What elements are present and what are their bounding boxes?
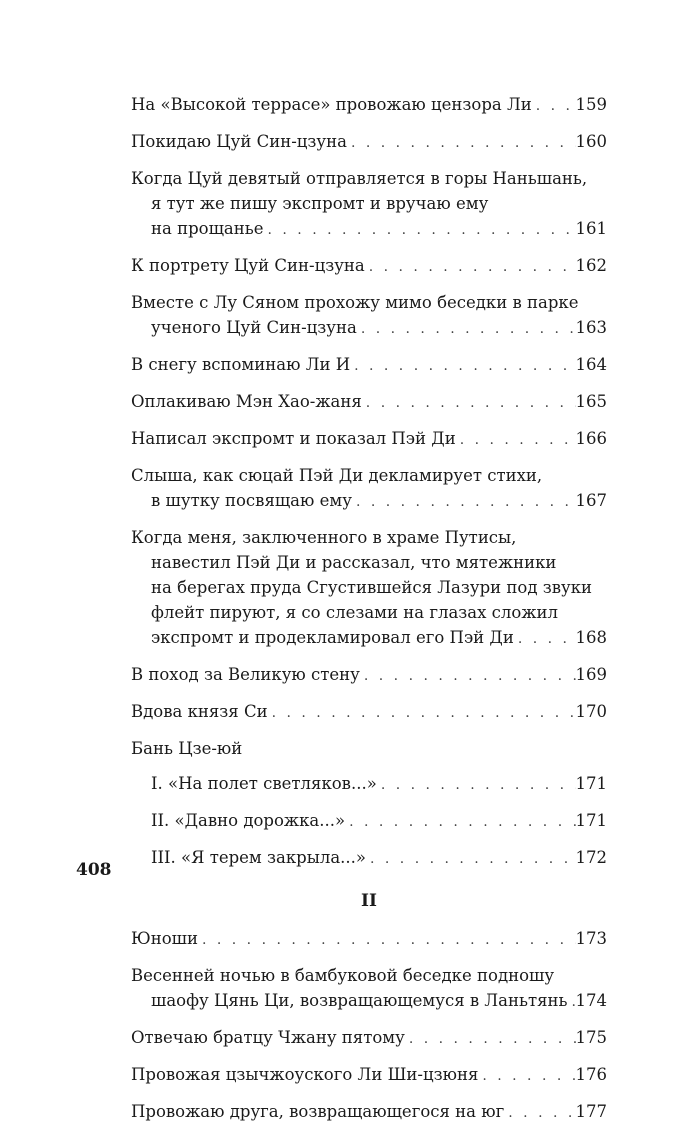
table-of-contents [131, 92, 607, 1136]
dot-leader [264, 218, 576, 243]
dot-leader [198, 928, 576, 953]
dot-leader [514, 627, 576, 652]
toc-entry-line [131, 216, 607, 243]
toc-page-number: 161 [575, 219, 607, 238]
toc-entry-title: шаофу Цянь Ци, возвращающемуся в Ланьтянь [151, 991, 568, 1010]
toc-entry-line [131, 625, 607, 652]
toc-entry-title: Когда Цуй девятый отправляется в горы Наньшань, [131, 169, 588, 188]
toc-entry-title: на берегах пруда Сгустившейся Лазури под звуки [151, 578, 593, 597]
toc-entry-title: в шутку посвящаю ему [151, 491, 352, 510]
toc-entry [131, 290, 607, 342]
toc-subentry-title: III. «Я терем закрыла...» [151, 848, 366, 867]
toc-group-title-line [131, 736, 607, 761]
toc-entry [131, 92, 607, 119]
toc-page-number: 160 [575, 132, 607, 151]
toc-subentry [131, 845, 607, 872]
toc-page-number: 171 [575, 811, 607, 830]
toc-entry-line [131, 352, 607, 379]
toc-page-number: 171 [575, 774, 607, 793]
dot-leader [532, 94, 576, 119]
toc-entry-title: В поход за Великую стену [131, 665, 360, 684]
dot-leader [345, 810, 575, 835]
toc-entry-title: ученого Цуй Син-цзуна [151, 318, 357, 337]
dot-leader [456, 428, 576, 453]
dot-leader [478, 1064, 575, 1089]
dot-leader [268, 701, 576, 726]
toc-entry-title: Написал экспромт и показал Пэй Ди [131, 429, 456, 448]
toc-entry [131, 129, 607, 156]
toc-entry [131, 662, 607, 689]
toc-entry-line [131, 488, 607, 515]
toc-page-number: 174 [575, 991, 608, 1010]
toc-entry-title: Провожаю друга, возвращающегося на юг [131, 1102, 505, 1121]
toc-entry-line [131, 699, 607, 726]
toc-group [131, 736, 607, 872]
toc-entry [131, 389, 607, 416]
toc-entry [131, 699, 607, 726]
dot-leader [504, 1101, 575, 1126]
toc-subentry-title: I. «На полет светляков...» [151, 774, 377, 793]
dot-leader [360, 664, 576, 689]
dot-leader [347, 131, 576, 156]
toc-entry-title: Оплакиваю Мэн Хао-жаня [131, 392, 362, 411]
dot-leader [365, 255, 576, 280]
toc-entry-line [131, 1062, 607, 1089]
toc-page-number: 162 [575, 256, 607, 275]
toc-entry-line [131, 600, 607, 625]
toc-entry-line [131, 290, 607, 315]
toc-page-number: 173 [575, 929, 607, 948]
toc-entry [131, 1062, 607, 1089]
toc-entry-title: Слыша, как сюцай Пэй Ди декламирует стихи, [131, 466, 543, 485]
toc-entry-title: Провожая цзычжоуского Ли Ши-цзюня [131, 1065, 479, 1084]
toc-entry-line [131, 1099, 607, 1126]
toc-entry-line [131, 926, 607, 953]
dot-leader [352, 490, 576, 515]
toc-entry-line [131, 191, 607, 216]
toc-page-number: 166 [575, 429, 607, 448]
toc-part-2 [131, 926, 607, 1126]
toc-subentry [131, 771, 607, 798]
toc-entry-line [131, 253, 607, 280]
toc-entry-line [131, 550, 607, 575]
toc-entry [131, 253, 607, 280]
toc-entry-title: я тут же пишу экспромт и вручаю ему [151, 194, 489, 213]
toc-page-number: 168 [575, 628, 607, 647]
dot-leader [568, 990, 576, 1015]
toc-entry-line [131, 1025, 607, 1052]
toc-entry-line [131, 426, 607, 453]
toc-page-number: 165 [575, 392, 607, 411]
toc-page-number: 167 [575, 491, 607, 510]
toc-entry [131, 1099, 607, 1126]
toc-page-number: 172 [575, 848, 607, 867]
toc-entry-title: Отвечаю братцу Чжану пятому [131, 1028, 405, 1047]
toc-entry-title: К портрету Цуй Син-цзуна [131, 256, 365, 275]
toc-entry-title: экспромт и продекламировал его Пэй Ди [151, 628, 514, 647]
toc-entry-title: Юноши [131, 929, 198, 948]
toc-page-number: 170 [575, 702, 607, 721]
toc-entry-title: Вдова князя Си [131, 702, 268, 721]
toc-page-number: 163 [575, 318, 607, 337]
toc-entry-line [131, 389, 607, 416]
toc-entry [131, 463, 607, 515]
toc-page-number: 175 [575, 1028, 607, 1047]
toc-entry-title: На «Высокой террасе» провожаю цензора Ли [131, 95, 532, 114]
dot-leader [350, 354, 575, 379]
toc-entry-line [131, 129, 607, 156]
toc-entry-title: навестил Пэй Ди и рассказал, что мятежники [151, 553, 557, 572]
toc-entry [131, 926, 607, 953]
toc-entry-line [131, 575, 607, 600]
toc-subentry-title: II. «Давно дорожка...» [151, 811, 346, 830]
toc-entry-line [131, 463, 607, 488]
toc-group-items [131, 771, 607, 872]
dot-leader [357, 317, 576, 342]
toc-entry-line [131, 963, 607, 988]
dot-leader [362, 391, 576, 416]
section-heading: II [361, 891, 377, 911]
dot-leader [366, 847, 576, 872]
toc-page-number: 169 [575, 665, 607, 684]
dot-leader [405, 1027, 576, 1052]
toc-entry-title: флейт пируют, я со слезами на глазах сложил [151, 603, 558, 622]
toc-entry [131, 426, 607, 453]
toc-entry-title: Когда меня, заключенного в храме Путисы, [131, 528, 517, 547]
toc-page-number: 176 [575, 1065, 607, 1084]
toc-entry-line [131, 166, 607, 191]
page-number: 408 [76, 860, 112, 880]
toc-page-number: 159 [575, 95, 607, 114]
toc-entry [131, 963, 607, 1015]
toc-group-title: Бань Цзе-юй [131, 739, 243, 758]
toc-page-number: 177 [575, 1102, 607, 1121]
toc-entry-line [131, 988, 607, 1015]
toc-entry-line [131, 662, 607, 689]
toc-entry-line [131, 92, 607, 119]
toc-page-number: 164 [575, 355, 607, 374]
toc-part-1 [131, 92, 607, 726]
toc-entry-line [131, 315, 607, 342]
toc-entry-title: на прощанье [151, 219, 264, 238]
toc-entry-line [131, 525, 607, 550]
toc-entry [131, 166, 607, 243]
toc-entry-title: Покидаю Цуй Син-цзуна [131, 132, 347, 151]
toc-entry [131, 352, 607, 379]
toc-entry [131, 525, 607, 652]
toc-entry [131, 1025, 607, 1052]
dot-leader [377, 773, 576, 798]
toc-subentry [131, 808, 607, 835]
toc-entry-title: Вместе с Лу Сяном прохожу мимо беседки в парке [131, 293, 579, 312]
toc-entry-title: Весенней ночью в бамбуковой беседке подношу [131, 966, 555, 985]
toc-entry-title: В снегу вспоминаю Ли И [131, 355, 351, 374]
